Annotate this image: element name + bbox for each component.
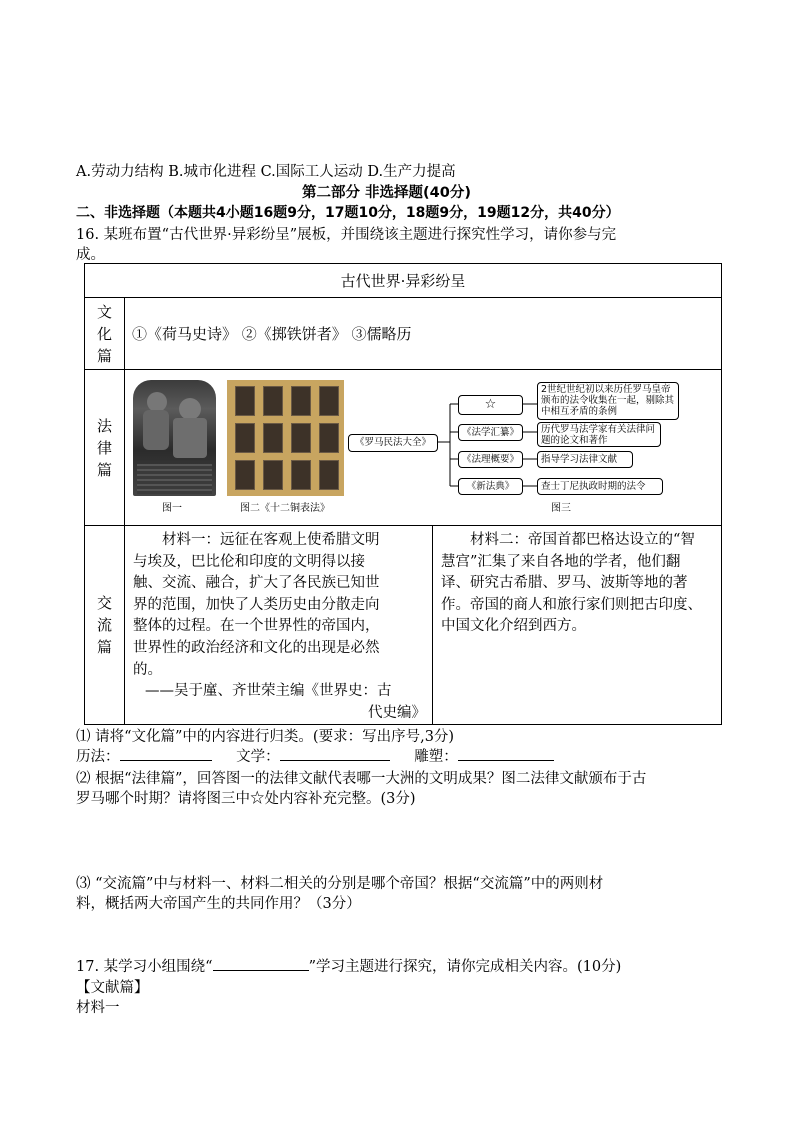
calendar-answer-blank[interactable] — [120, 746, 212, 761]
culture-label: 文 化 篇 — [85, 298, 125, 370]
fig3-caption: 图三 — [551, 503, 571, 514]
sculpture-answer-blank[interactable] — [458, 746, 554, 761]
q17-section: 【文献篇】 — [76, 980, 149, 996]
diagram-desc-3: 指导学习法律文献 — [537, 451, 633, 468]
literature-answer-blank[interactable] — [280, 746, 390, 761]
q15-options: A.劳动力结构 B.城市化进程 C.国际工人运动 D.生产力提高 — [76, 164, 456, 180]
q17-stem: 17. 某学习小组围绕“ ”学习主题进行探究，请你完成相关内容。(10分) — [76, 955, 621, 976]
material1-source: ——吴于廑、齐世荣主编《世界史：古 — [145, 683, 392, 700]
diagram-desc-1: 2世纪世纪初以来历任罗马皇帝颁布的法令收集在一起，剔除其中相互矛盾的条例 — [537, 382, 679, 420]
q16-stem-line2: 成。 — [76, 247, 105, 263]
q17-material: 材料一 — [76, 1000, 120, 1016]
hammurabi-stele-image — [133, 380, 216, 496]
fig1-caption: 图一 — [162, 503, 182, 514]
sub3-line1: ⑶ “交流篇”中与材料一、材料二相关的分别是哪个帝国？根据“交流篇”中的两则材 — [76, 876, 604, 892]
diagram-center: 《罗马民法大全》 — [348, 434, 438, 452]
law-label: 法 律 篇 — [85, 370, 125, 526]
culture-content: ①《荷马史诗》 ②《掷铁饼者》 ③儒略历 — [125, 298, 722, 370]
part2-title: 第二部分 非选择题(40分) — [302, 185, 471, 201]
material2-cell: 材料二：帝国首都巴格达设立的“智 慧宫”汇集了来自各地的学者，他们翻 译、研究古希腊、罗马、波斯等地的著 作。帝国的商人和旅行家们则把古印度、 中国文化介绍到西方。 — [433, 526, 722, 725]
section-title: 二、非选择题（本题共4小题16题9分，17题10分，18题9分，19题12分，共40分） — [76, 205, 620, 221]
sub2-line2: 罗马哪个时期？请将图三中☆处内容补充完整。(3分) — [76, 791, 416, 807]
table-title: 古代世界·异彩纷呈 — [85, 264, 722, 298]
diagram-desc-4: 查士丁尼执政时期的法令 — [537, 478, 663, 495]
q17-theme-blank[interactable] — [213, 956, 309, 971]
sub1-question: ⑴ 请将“文化篇”中的内容进行归类。(要求：写出序号,3分) — [76, 729, 455, 745]
diagram-item-4: 《新法典》 — [458, 478, 523, 495]
sub1-fill-line: 历法： 文学： 雕塑： — [76, 745, 554, 766]
exchange-label: 交 流 篇 — [85, 526, 125, 725]
sub3-line2: 料，概括两大帝国产生的共同作用？（3分） — [76, 896, 361, 912]
material1-cell: 材料一：远征在客观上使希腊文明 与埃及，巴比伦和印度的文明得以接 触、交流、融合，扩大了各民族已知世 界的范围，加快了人类历史由分散走向 整体的过程。在一个世界性的帝国内， 世界性的政治经济和文化的出现是必然 的。 ——吴于廑、齐世荣主编《世界史：古 代史编》 — [125, 526, 433, 725]
diagram-item-2: 《法学汇纂》 — [458, 424, 523, 441]
fig2-caption: 图二《十二铜表法》 — [240, 503, 330, 514]
diagram-desc-2: 历代罗马法学家有关法律问题的论文和著作 — [537, 422, 661, 447]
diagram-item-star: ☆ — [458, 395, 523, 415]
twelve-tables-image — [227, 380, 344, 496]
diagram-item-3: 《法理概要》 — [458, 451, 523, 468]
sub2-line1: ⑵ 根据“法律篇”，回答图一的法律文献代表哪一大洲的文明成果？图二法律文献颁布于古 — [76, 771, 647, 787]
q16-stem-line1: 16. 某班布置“古代世界·异彩纷呈”展板，并围绕该主题进行探究性学习，请你参与完 — [76, 227, 617, 243]
